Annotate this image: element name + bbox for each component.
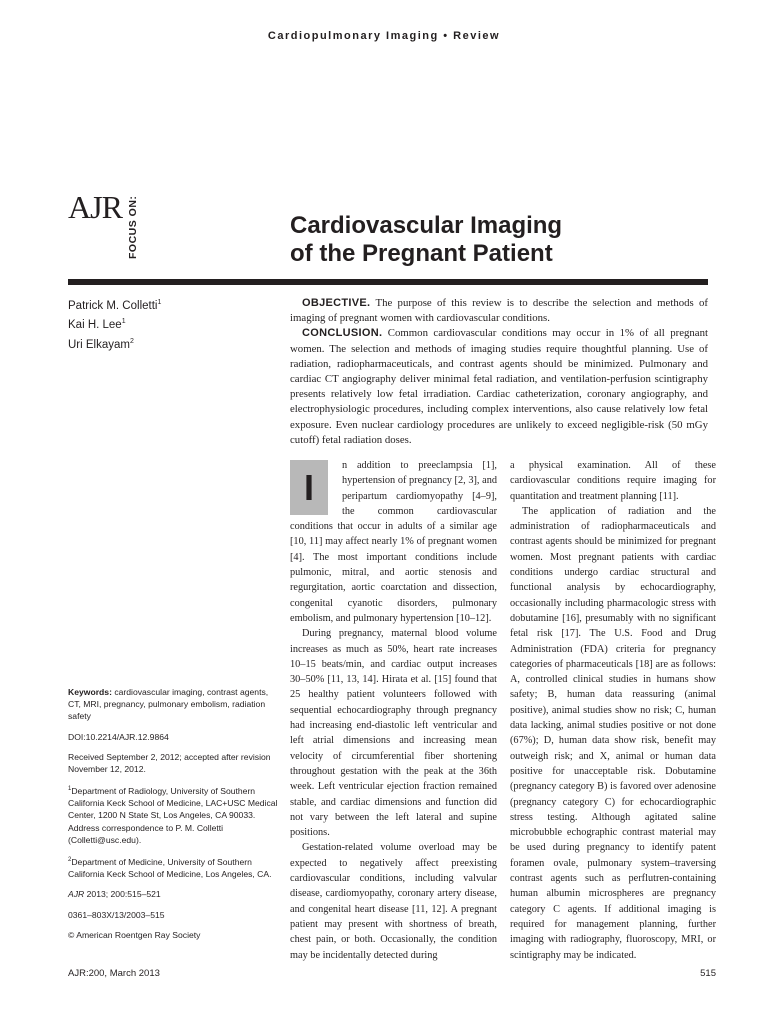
footer-journal-issue: AJR:200, March 2013: [68, 968, 160, 979]
title-rule: [68, 279, 708, 285]
logo-focus-on-text: FOCUS ON:: [127, 195, 139, 259]
doi: DOI:10.2214/AJR.12.9864: [68, 731, 169, 742]
keywords: Keywords: cardiovascular imaging, contrast agents, CT, MRI, pregnancy, pulmonary embolism, radiation safety: [68, 687, 269, 722]
page-number: 515: [700, 968, 716, 979]
title-line-1: Cardiovascular Imaging: [290, 212, 563, 239]
author: Uri Elkayam$^2$: [68, 337, 134, 351]
body-paragraph: Gestation-related volume overload may be expected to negatively affect preexisting cardiovascular conditions, including valvular disease, cardiomyopathy, coronary artery disease, and congenital heart disease [11, 12]. A pregnant patient may present with shortness of breath, chest pain, or both. Occasionally, the condition may be incidentally detected during: [290, 842, 497, 961]
conclusion-text: Common cardiovascular conditions may occur in 1% of all pregnant women. The selection and methods of imaging studies require thoughtful planning. Use of radiation, radiopharmaceuticals, and contrast agents should be minimized. Pulmonary and cardiac CT angiography deliver minimal fetal radiation, and ventilation-perfusion scintigraphy presents relatively low fetal irradiation. Cardiac catheterization, coronary angiography, and electrophysiologic procedures, including complex interventions, also cause relatively low fetal exposure. Even nuclear cardiology procedures are unlikely to exceed negligible-risk (50 mGy cutoff) fetal radiation doses.: [290, 327, 708, 446]
title-line-2: of the Pregnant Patient: [290, 240, 553, 267]
received-dates: Received September 2, 2012; accepted after revision November 12, 2012.: [68, 751, 271, 775]
affiliation-2: $^2$Department of Medicine, University of Southern California Keck School of Medicine, Los Angeles, CA.: [68, 856, 272, 880]
body-paragraph: a physical examination. All of these cardiovascular conditions require imaging for quantitation and treatment planning [11].: [510, 460, 716, 502]
body-column-2: [510, 458, 716, 963]
body-column-1: [290, 458, 497, 963]
author-list: [68, 295, 258, 353]
affiliation-1: $^1$Department of Radiology, University of Southern California Keck School of Medicine, LAC+USC Medical Center, 1200 N State St, Los Angeles, CA 90033. Address correspondence to P. M. Colletti (Colletti@usc.edu).: [68, 786, 278, 845]
citation: AJR 2013; 200:515–521: [68, 889, 161, 900]
author: Kai H. Lee$^1$: [68, 318, 126, 332]
article-info-sidebar: [68, 686, 283, 949]
logo-ajr-text: AJR: [68, 189, 122, 225]
objective-label: OBJECTIVE.: [302, 297, 371, 309]
copyright: © American Roentgen Ray Society: [68, 929, 201, 940]
objective-text: The purpose of this review is to describe the selection and methods of imaging of pregnant women with cardiovascular conditions.: [290, 297, 708, 325]
ajr-focus-on-logo: [68, 187, 138, 261]
body-paragraph: The application of radiation and the administration of radiopharmaceuticals and contrast agents should be minimized for pregnant women. Most pregnant patients with cardiac conditions undergo cardiac structural and functional analysis by echocardiography, occasionally including pharmacologic stress with dobutamine [16], presumably with no significant fetal risk [17]. The U.S. Food and Drug Administration (FDA) criteria for pregnancy categories of pharmaceuticals [18] are as follows: A, controlled clinical studies in humans show safety; B, human data reassuring (animal positive), animal studies show no risk; C, human data lacking, animal studies positive or not done (67%); D, human data show risk, benefit may outweigh risk; and X, animal or human data positive for unacceptable risk. Dobutamine (pregnancy category B) is favored over adenosine (pregnancy category C) for echocardiographic stress testing. Although agitated saline microbubble echographic contrast material may be used during pregnancy to identify patent foramen ovale, pulmonary system–traversing contrast agents such as perflutren-containing human albumin microspheres are pregnancy category C agents. If additional imaging is required for management planning, further imaging with radiography, fluoroscopy, MRI, or scintigraphy may be indicated.: [510, 505, 716, 961]
article-title: [290, 212, 710, 268]
issn: 0361–803X/13/2003–515: [68, 909, 165, 920]
body-paragraph: n addition to preeclampsia [1], hypertension of pregnancy [2, 3], and peripartum cardiomyopathy [4–9], the common cardiovascular conditions that occur in adults of a similar age [10, 11] may affect nearly 1% of pregnant women [4]. The most important conditions include pulmonic, mitral, and aortic stenosis and regurgitation, aortic coarctation and dissection, congenital cyanotic disorders, pulmonary embolism, and pulmonary hypertension [10–12].: [290, 460, 497, 624]
drop-cap: I: [290, 460, 328, 515]
abstract-conclusion: [290, 326, 708, 448]
author: Patrick M. Colletti$^1$: [68, 299, 162, 312]
running-head: Cardiopulmonary Imaging • Review: [267, 30, 501, 42]
body-paragraph: During pregnancy, maternal blood volume increases as much as 50%, heart rate increases 10–15 beats/min, and cardiac output increases 30–50% [11, 13, 14]. Hirata et al. [15] found that 25 healthy patient volunteers followed with sequential echocardiography through pregnancy had increasing end-diastolic left ventricular and left atrial dimensions and increasing mean velocity of circumferential fiber shortening throughout gestation with the peak at the 36th week. Left ventricular ejection fraction remained stable, and cardiac dimensions and function did not vary between the left lateral and supine positions.: [290, 628, 497, 839]
abstract: [290, 296, 708, 448]
abstract-objective: [290, 296, 708, 326]
conclusion-label: CONCLUSION.: [302, 327, 383, 340]
